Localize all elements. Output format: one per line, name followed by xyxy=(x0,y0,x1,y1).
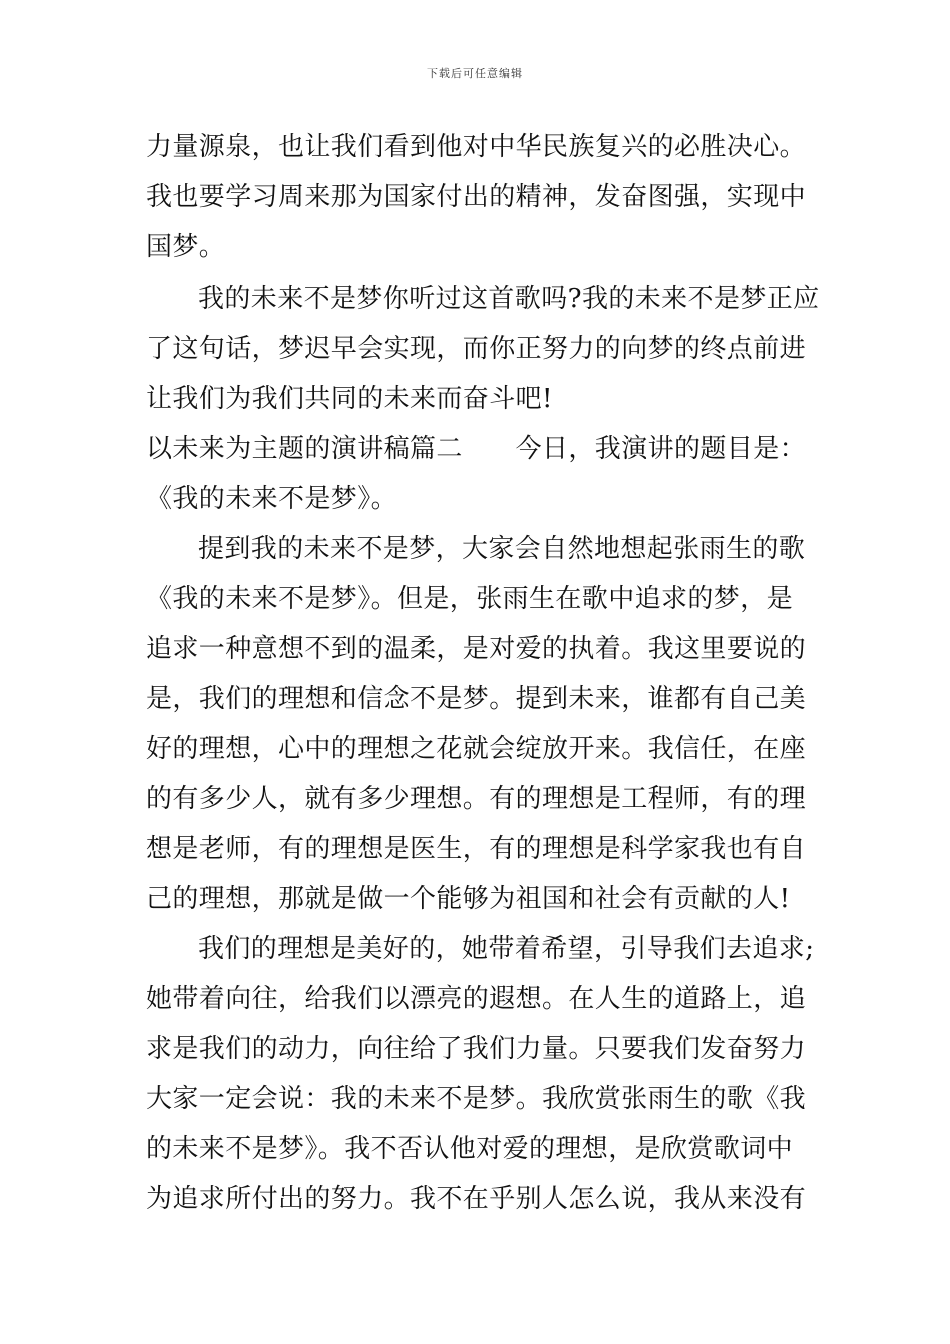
body-line: 《我的未来不是梦》。但是，张雨生在歌中追求的梦，是 xyxy=(146,584,794,614)
body-line: 她带着向往，给我们以漂亮的遐想。在人生的道路上，追 xyxy=(146,984,807,1014)
body-line: 己的理想，那就是做一个能够为祖国和社会有贡献的人! xyxy=(146,884,791,914)
body-line: 是，我们的理想和信念不是梦。提到未来，谁都有自己美 xyxy=(146,684,807,714)
body-line: 想是老师，有的理想是医生，有的理想是科学家我也有自 xyxy=(146,834,807,864)
body-line: 我的未来不是梦你听过这首歌吗?我的未来不是梦正应 xyxy=(198,284,820,314)
body-line: 提到我的未来不是梦，大家会自然地想起张雨生的歌 xyxy=(198,534,806,564)
body-line: 追求一种意想不到的温柔，是对爱的执着。我这里要说的 xyxy=(146,634,807,664)
body-line: 的未来不是梦》。我不否认他对爱的理想，是欣赏歌词中 xyxy=(146,1134,794,1164)
body-line: 我们的理想是美好的，她带着希望，引导我们去追求; xyxy=(198,934,815,964)
body-line: 力量源泉，也让我们看到他对中华民族复兴的必胜决心。 xyxy=(146,132,807,162)
body-line: 求是我们的动力，向往给了我们力量。只要我们发奋努力 xyxy=(146,1034,807,1064)
body-line: 《我的未来不是梦》。 xyxy=(146,484,398,514)
body-line: 让我们为我们共同的未来而奋斗吧! xyxy=(146,384,553,414)
section-heading-line: 以未来为主题的演讲稿篇二 今日，我演讲的题目是： xyxy=(146,434,807,464)
body-line: 为追求所付出的努力。我不在乎别人怎么说，我从来没有 xyxy=(146,1184,807,1214)
body-line: 我也要学习周来那为国家付出的精神，发奋图强，实现中 xyxy=(146,182,807,212)
header-note: 下载后可任意编辑 xyxy=(427,67,523,80)
body-line: 大家一定会说：我的未来不是梦。我欣赏张雨生的歌《我 xyxy=(146,1084,807,1114)
body-line: 的有多少人，就有多少理想。有的理想是工程师，有的理 xyxy=(146,784,807,814)
body-line: 国梦。 xyxy=(146,232,226,262)
body-line: 好的理想，心中的理想之花就会绽放开来。我信任，在座 xyxy=(146,734,807,764)
body-line: 了这句话，梦迟早会实现，而你正努力的向梦的终点前进 xyxy=(146,334,807,364)
